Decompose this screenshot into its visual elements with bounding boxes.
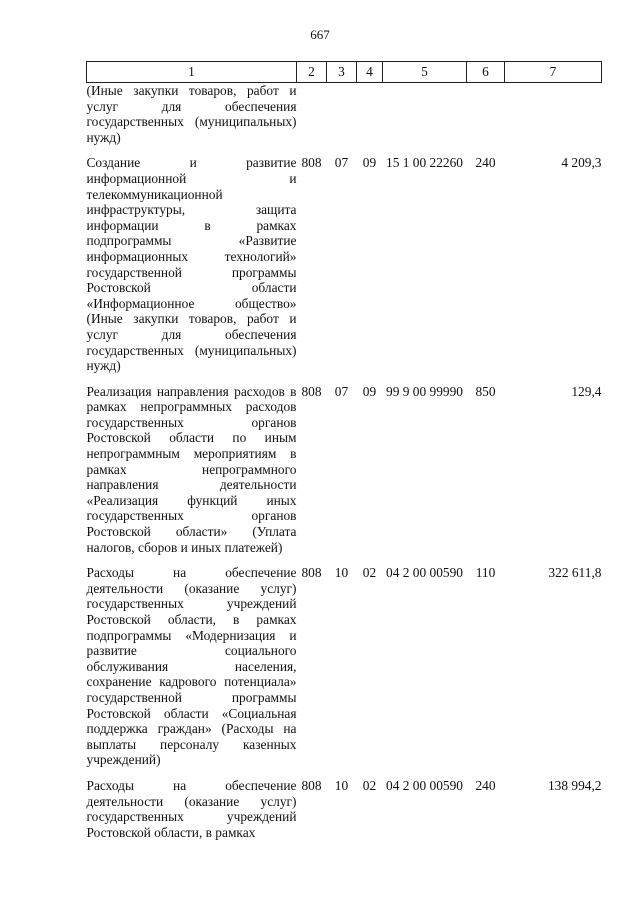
column-header: 2 xyxy=(297,62,327,83)
ministry-code: 808 xyxy=(301,777,322,793)
expense-type-code: 240 xyxy=(475,777,496,793)
row-description: (Иные закупки товаров, работ и услуг для обеспечения государственных (муниципальных) нужд) xyxy=(86,83,297,145)
ministry-code xyxy=(297,83,327,156)
column-header: 6 xyxy=(467,62,505,83)
target-code: 15 1 00 22260 xyxy=(386,155,463,171)
row-description: Реализация направления расходов в рамках непрограммных расходов государственных органов Ростовской области по иным непрограммным мероприятиям в рамках непрограммного направления деятельности «Реализация функций иных государственных органов Ростовской области» (Уплата налогов, сборов и иных платежей) xyxy=(86,383,297,555)
page-number: 667 xyxy=(310,27,330,42)
column-header: 5 xyxy=(383,62,467,83)
column-header: 3 xyxy=(327,62,357,83)
row-description: Расходы на обеспечение деятельности (оказание услуг) государственных учреждений Ростовской области, в рамках подпрограммы «Модернизация и развитие социального обслуживания населения, сохранение кадрового потенциала» государственной программы Ростовской области «Социальная поддержка граждан» (Расходы на выплаты персоналу казенных учреждений) xyxy=(86,565,297,768)
expense-type-code: 850 xyxy=(475,383,496,399)
table-header xyxy=(87,62,602,83)
subsection-code: 02 xyxy=(362,565,377,581)
subsection-code: 09 xyxy=(362,155,377,171)
column-header: 4 xyxy=(357,62,383,83)
target-code: 99 9 00 99990 xyxy=(386,383,463,399)
section-code: 10 xyxy=(334,777,349,793)
section-code: 07 xyxy=(334,383,349,399)
row-description: Расходы на обеспечение деятельности (оказание услуг) государственных учреждений Ростовской области, в рамках xyxy=(86,777,297,840)
subsection-code: 02 xyxy=(362,777,377,793)
target-code xyxy=(383,83,467,156)
target-code: 04 2 00 00590 xyxy=(386,777,463,793)
expense-type-code: 110 xyxy=(475,565,496,581)
subsection-code xyxy=(357,83,383,156)
column-header: 7 xyxy=(505,62,602,83)
table-row xyxy=(87,384,602,566)
row-description: Создание и развитие информационной и телекоммуникационной инфраструктуры, защита информации в рамках подпрограммы «Развитие информационных технологий» государственной программы Ростовской области «Информационное общество» (Иные закупки товаров, работ и услуг для обеспечения государственных (муниципальных) нужд) xyxy=(86,155,297,374)
amount: 129,4 xyxy=(571,383,602,399)
table-row xyxy=(87,778,602,840)
amount xyxy=(505,83,602,156)
amount: 138 994,2 xyxy=(547,777,602,793)
section-code xyxy=(327,83,357,156)
amount: 322 611,8 xyxy=(548,565,602,581)
section-code: 07 xyxy=(334,155,349,171)
table-row xyxy=(87,83,602,156)
ministry-code: 808 xyxy=(301,565,322,581)
subsection-code: 09 xyxy=(362,383,377,399)
table-row xyxy=(87,155,602,383)
budget-table xyxy=(86,61,602,840)
amount: 4 209,3 xyxy=(561,155,602,171)
expense-type-code: 240 xyxy=(475,155,496,171)
expense-type-code xyxy=(467,83,505,156)
ministry-code: 808 xyxy=(301,155,322,171)
section-code: 10 xyxy=(334,565,349,581)
ministry-code: 808 xyxy=(301,383,322,399)
column-header: 1 xyxy=(87,62,297,83)
table-row xyxy=(87,565,602,778)
target-code: 04 2 00 00590 xyxy=(386,565,463,581)
